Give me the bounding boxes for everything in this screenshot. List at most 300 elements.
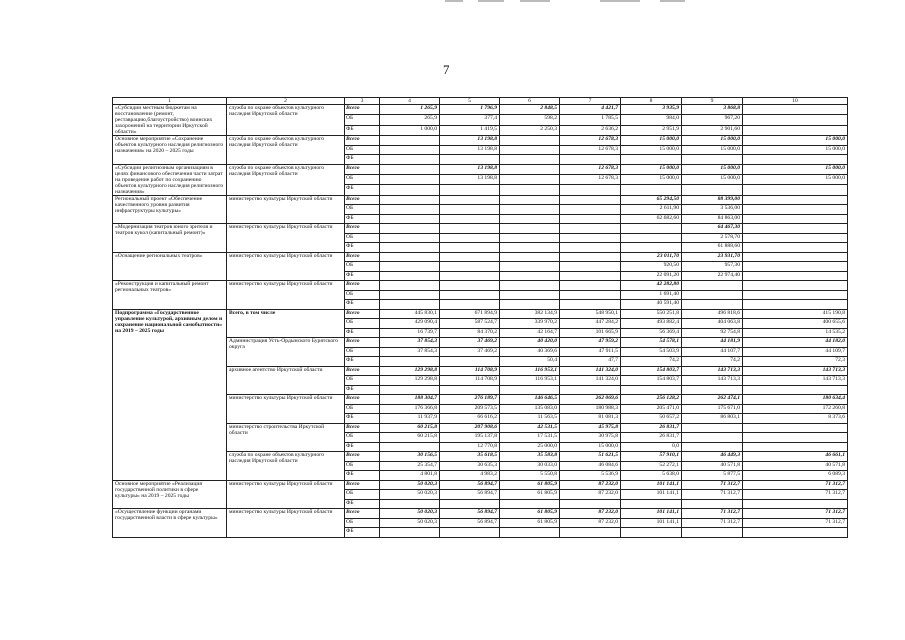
amount-cell: 71 312,7 (743, 490, 848, 500)
amount-cell: 207 908,6 (440, 423, 500, 433)
funding-source: Всего (345, 395, 380, 405)
amount-cell: 188 304,7 (380, 395, 440, 405)
amount-cell (380, 185, 440, 195)
amount-cell: 15 000,0 (743, 136, 848, 146)
executor-name: министерство культуры Иркутской области (227, 509, 345, 538)
amount-cell (500, 195, 560, 205)
executor-name: служба по охране объектов культурного наследия Иркутской области (227, 105, 345, 136)
amount-cell: 47 911,5 (560, 347, 621, 357)
amount-cell: 50,4 (500, 357, 560, 367)
amount-cell: 57 910,1 (621, 452, 682, 462)
amount-cell: 65 294,50 (621, 195, 682, 205)
amount-cell: 40 571,8 (682, 461, 743, 471)
executor-name: министерство культуры Иркутской области (227, 224, 345, 253)
table-row (113, 480, 848, 490)
amount-cell (682, 499, 743, 509)
amount-cell: 87 232,0 (560, 509, 621, 519)
funding-source: ФБ (345, 471, 380, 481)
amount-cell: 71 312,7 (682, 509, 743, 519)
amount-cell (560, 224, 621, 234)
amount-cell: 195 137,8 (440, 433, 500, 443)
amount-cell: 15 000,0 (621, 145, 682, 155)
amount-cell: 180 634,4 (743, 395, 848, 405)
amount-cell (440, 528, 500, 538)
amount-cell: 598,2 (500, 115, 560, 125)
amount-cell (380, 175, 440, 185)
amount-cell (560, 499, 621, 509)
amount-cell (743, 281, 848, 291)
amount-cell (560, 243, 621, 253)
amount-cell (500, 224, 560, 234)
amount-cell: 35 618,5 (440, 452, 500, 462)
amount-cell: 4 421,7 (560, 105, 621, 115)
column-header: 1 (113, 98, 227, 105)
funding-source: Всего (345, 136, 380, 146)
amount-cell: 377,4 (440, 115, 500, 125)
amount-cell: 46 449,3 (682, 452, 743, 462)
amount-cell: 74,2 (682, 357, 743, 367)
amount-cell: 47,7 (560, 357, 621, 367)
amount-cell: 114 708,9 (440, 376, 500, 386)
amount-cell (380, 164, 440, 174)
amount-cell (380, 357, 440, 367)
amount-cell (380, 252, 440, 262)
amount-cell (440, 214, 500, 224)
amount-cell: 15 000,0 (621, 164, 682, 174)
amount-cell (621, 224, 682, 234)
amount-cell: 71 312,7 (743, 480, 848, 490)
amount-cell: 15 000,0 (621, 175, 682, 185)
amount-cell: 4 983,2 (440, 471, 500, 481)
amount-cell: 114 708,9 (440, 366, 500, 376)
amount-cell: 15 000,0 (682, 145, 743, 155)
amount-cell: 26 831,7 (621, 433, 682, 443)
amount-cell (682, 155, 743, 165)
amount-cell (743, 252, 848, 262)
amount-cell (500, 205, 560, 215)
amount-cell (621, 243, 682, 253)
amount-cell: 3 935,9 (621, 105, 682, 115)
amount-cell (380, 262, 440, 272)
amount-cell: 61 805,9 (500, 480, 560, 490)
amount-cell: 60 215,8 (380, 423, 440, 433)
amount-cell: 47 959,2 (560, 338, 621, 348)
amount-cell (743, 300, 848, 310)
amount-cell: 265,9 (380, 115, 440, 125)
amount-cell (682, 385, 743, 395)
budget-table (112, 97, 848, 538)
amount-cell: 54 503,9 (621, 347, 682, 357)
amount-cell: 4 801,8 (380, 471, 440, 481)
amount-cell (560, 155, 621, 165)
scan-artifact (445, 0, 463, 2)
amount-cell: 15 000,0 (682, 164, 743, 174)
amount-cell (440, 224, 500, 234)
amount-cell: 101 141,1 (621, 480, 682, 490)
amount-cell: 13 198,8 (440, 175, 500, 185)
amount-cell: 3 868,8 (682, 105, 743, 115)
amount-cell (682, 290, 743, 300)
table-row (113, 224, 848, 234)
amount-cell (440, 281, 500, 291)
amount-cell (500, 528, 560, 538)
amount-cell: 135 083,0 (500, 404, 560, 414)
funding-source: ОБ (345, 175, 380, 185)
amount-cell: 15 000,0 (743, 175, 848, 185)
funding-source: Всего (345, 195, 380, 205)
funding-source: Всего (345, 480, 380, 490)
amount-cell: 12 770,8 (440, 442, 500, 452)
amount-cell: 493 882,4 (621, 319, 682, 329)
amount-cell: 447 284,2 (560, 319, 621, 329)
amount-cell: 2 578,70 (682, 233, 743, 243)
funding-source: ОБ (345, 290, 380, 300)
amount-cell: 42 164,7 (500, 328, 560, 338)
amount-cell: 44 181,9 (682, 338, 743, 348)
amount-cell: 2 636,2 (560, 125, 621, 135)
amount-cell: 2 848,5 (500, 105, 560, 115)
amount-cell: 23 931,70 (682, 252, 743, 262)
funding-source: ОБ (345, 233, 380, 243)
amount-cell (380, 290, 440, 300)
amount-cell (380, 214, 440, 224)
measure-name: «Оснащение региональных театров» (113, 252, 227, 281)
amount-cell: 61 888,60 (682, 243, 743, 253)
amount-cell (560, 300, 621, 310)
amount-cell: 51 621,5 (560, 452, 621, 462)
amount-cell: 0,0 (621, 442, 682, 452)
amount-cell (380, 499, 440, 509)
amount-cell: 920,50 (621, 262, 682, 272)
funding-source: Всего (345, 309, 380, 319)
table-row (113, 136, 848, 146)
amount-cell (500, 499, 560, 509)
amount-cell: 15 000,0 (682, 136, 743, 146)
executor-name: министерство культуры Иркутской области (227, 252, 345, 281)
amount-cell (743, 385, 848, 395)
amount-cell (440, 271, 500, 281)
amount-cell: 967,20 (682, 115, 743, 125)
amount-cell: 40 420,0 (500, 338, 560, 348)
amount-cell (743, 185, 848, 195)
funding-source: Всего (345, 423, 380, 433)
column-header: 6 (500, 98, 560, 105)
table-row (113, 309, 848, 319)
amount-cell (682, 423, 743, 433)
amount-cell: 8 373,6 (743, 414, 848, 424)
funding-source: ФБ (345, 328, 380, 338)
amount-cell: 339 970,2 (500, 319, 560, 329)
amount-cell: 2 951,9 (621, 125, 682, 135)
amount-cell: 1 796,9 (440, 105, 500, 115)
amount-cell (560, 290, 621, 300)
column-header: 5 (440, 98, 500, 105)
amount-cell: 56 894,7 (440, 518, 500, 528)
scan-artifact (520, 0, 550, 2)
amount-cell: 445 830,1 (380, 309, 440, 319)
amount-cell: 400 655,6 (743, 319, 848, 329)
amount-cell: 13 198,8 (440, 145, 500, 155)
amount-cell: 11 937,9 (380, 414, 440, 424)
amount-cell: 56 894,7 (440, 509, 500, 519)
amount-cell (440, 243, 500, 253)
amount-cell: 61 805,9 (500, 490, 560, 500)
funding-source: ФБ (345, 271, 380, 281)
amount-cell: 50 020,3 (380, 490, 440, 500)
amount-cell: 2 611,90 (621, 205, 682, 215)
amount-cell (743, 233, 848, 243)
amount-cell (743, 105, 848, 115)
amount-cell (440, 385, 500, 395)
executor-name: служба по охране объектов культурного наследия Иркутской области (227, 164, 345, 195)
amount-cell (500, 271, 560, 281)
amount-cell: 256 128,2 (621, 395, 682, 405)
amount-cell (440, 195, 500, 205)
amount-cell: 54 578,1 (621, 338, 682, 348)
amount-cell (500, 164, 560, 174)
amount-cell (500, 262, 560, 272)
amount-cell: 37 854,3 (380, 338, 440, 348)
amount-cell (500, 252, 560, 262)
executor-name: Всего, в том числе (227, 309, 345, 338)
amount-cell: 205 471,0 (621, 404, 682, 414)
amount-cell: 22 974,40 (682, 271, 743, 281)
amount-cell: 141 324,0 (560, 376, 621, 386)
amount-cell: 71 312,7 (743, 518, 848, 528)
amount-cell (560, 205, 621, 215)
amount-cell: 15 000,0 (682, 175, 743, 185)
funding-source: ФБ (345, 214, 380, 224)
amount-cell: 84 863,00 (682, 214, 743, 224)
amount-cell (380, 271, 440, 281)
funding-source: ФБ (345, 125, 380, 135)
amount-cell: 86 803,1 (682, 414, 743, 424)
amount-cell (500, 214, 560, 224)
amount-cell (560, 528, 621, 538)
amount-cell (380, 300, 440, 310)
table-row (113, 281, 848, 291)
amount-cell: 40 591,40 (621, 300, 682, 310)
amount-cell: 25 000,0 (500, 442, 560, 452)
funding-source: ФБ (345, 357, 380, 367)
amount-cell: 44 109,7 (743, 347, 848, 357)
amount-cell: 143 713,3 (682, 376, 743, 386)
amount-cell: 42 531,5 (500, 423, 560, 433)
amount-cell (380, 243, 440, 253)
amount-cell: 52 272,1 (621, 461, 682, 471)
amount-cell: 71 312,7 (682, 490, 743, 500)
amount-cell: 44 107,7 (682, 347, 743, 357)
amount-cell: 143 713,3 (743, 366, 848, 376)
amount-cell (743, 528, 848, 538)
amount-cell: 154 803,7 (621, 376, 682, 386)
amount-cell: 56 894,7 (440, 490, 500, 500)
executor-name: архивное агентство Иркутской области (227, 366, 345, 395)
amount-cell: 46 661,1 (743, 452, 848, 462)
measure-name: «Субсидии местным бюджетам на восстановление (ремонт, реставрацию,благоустройство) воинских захоронений на территории Иркутской области» (113, 105, 227, 136)
funding-source: Всего (345, 224, 380, 234)
amount-cell: 12 678,3 (560, 136, 621, 146)
amount-cell (743, 262, 848, 272)
funding-source: ФБ (345, 414, 380, 424)
amount-cell: 1 691,40 (621, 290, 682, 300)
amount-cell (440, 499, 500, 509)
amount-cell: 1 419,5 (440, 125, 500, 135)
funding-source: ОБ (345, 518, 380, 528)
amount-cell (380, 442, 440, 452)
amount-cell: 1 785,5 (560, 115, 621, 125)
amount-cell: 25 354,7 (380, 461, 440, 471)
funding-source: Всего (345, 338, 380, 348)
measure-name: «Реконструкция и капитальный ремонт региональных театров» (113, 281, 227, 310)
amount-cell (682, 281, 743, 291)
executor-name: служба по охране объектов культурного наследия Иркутской области (227, 452, 345, 481)
funding-source: ОБ (345, 461, 380, 471)
amount-cell (560, 262, 621, 272)
amount-cell (560, 195, 621, 205)
funding-source: ОБ (345, 115, 380, 125)
amount-cell: 30 975,8 (560, 433, 621, 443)
scan-artifact (478, 0, 504, 2)
amount-cell: 61 805,9 (500, 509, 560, 519)
amount-cell: 176 366,8 (380, 404, 440, 414)
amount-cell (621, 499, 682, 509)
amount-cell: 12 678,3 (560, 145, 621, 155)
funding-source: Всего (345, 281, 380, 291)
amount-cell: 87 232,0 (560, 490, 621, 500)
amount-cell: 101 141,1 (621, 509, 682, 519)
amount-cell: 22 091,20 (621, 271, 682, 281)
amount-cell: 50 657,2 (621, 414, 682, 424)
amount-cell (440, 155, 500, 165)
amount-cell: 56 894,7 (440, 480, 500, 490)
page-number: 7 (443, 62, 450, 77)
amount-cell: 404 063,8 (682, 319, 743, 329)
amount-cell: 1 000,0 (380, 125, 440, 135)
amount-cell (743, 442, 848, 452)
amount-cell: 44 182,0 (743, 338, 848, 348)
amount-cell: 957,30 (682, 262, 743, 272)
amount-cell: 72,3 (743, 357, 848, 367)
table-row (113, 509, 848, 519)
amount-cell (500, 145, 560, 155)
funding-source: Всего (345, 452, 380, 462)
amount-cell: 101 141,1 (621, 490, 682, 500)
executor-name: министерство культуры Иркутской области (227, 480, 345, 509)
amount-cell: 15 000,0 (560, 442, 621, 452)
executor-name: Администрация Усть-Ордынского Бурятского округа (227, 338, 345, 367)
executor-name: служба по охране объектов культурного наследия Иркутской области (227, 136, 345, 165)
amount-cell (743, 433, 848, 443)
measure-name: «Осуществление функции органами государственной власти в сфере культуры» (113, 509, 227, 538)
amount-cell: 71 312,7 (682, 518, 743, 528)
amount-cell: 15 000,0 (743, 145, 848, 155)
amount-cell (621, 528, 682, 538)
amount-cell: 116 953,1 (500, 376, 560, 386)
amount-cell: 50 020,3 (380, 518, 440, 528)
column-header: 3 (345, 98, 380, 105)
funding-source: ФБ (345, 528, 380, 538)
amount-cell: 74,2 (621, 357, 682, 367)
amount-cell (500, 290, 560, 300)
funding-source: ФБ (345, 442, 380, 452)
amount-cell (743, 115, 848, 125)
amount-cell: 15 000,0 (743, 164, 848, 174)
amount-cell: 61 805,9 (500, 518, 560, 528)
measure-name: «Субсидии религиозным организациям в целях финансового обеспечения части затрат на проведение работ по сохранению объектов культурного наследия религиозного назначения» (113, 164, 227, 195)
amount-cell: 87 232,0 (560, 480, 621, 490)
amount-cell: 180 988,3 (560, 404, 621, 414)
amount-cell: 46 084,6 (560, 461, 621, 471)
amount-cell: 146 646,5 (500, 395, 560, 405)
amount-cell (380, 528, 440, 538)
amount-cell: 172 260,8 (743, 404, 848, 414)
measure-name: Подпрограмма «Государственное управление культурой, архивным делом и сохранение национальной самобытности» на 2019 – 2025 годы (113, 309, 227, 480)
amount-cell (380, 205, 440, 215)
amount-cell: 88 399,00 (682, 195, 743, 205)
amount-cell: 64 467,30 (682, 224, 743, 234)
amount-cell: 87 232,0 (560, 518, 621, 528)
amount-cell: 2 250,3 (500, 125, 560, 135)
amount-cell: 496 818,6 (682, 309, 743, 319)
amount-cell: 40 571,8 (743, 461, 848, 471)
amount-cell: 12 678,3 (560, 164, 621, 174)
amount-cell: 548 950,1 (560, 309, 621, 319)
amount-cell (621, 385, 682, 395)
amount-cell (500, 155, 560, 165)
amount-cell (621, 185, 682, 195)
amount-cell: 3 536,00 (682, 205, 743, 215)
funding-source: ОБ (345, 145, 380, 155)
measure-name: «Модернизация театров юного зрителя и театров кукол (капитальный ремонт)» (113, 224, 227, 253)
amount-cell (743, 423, 848, 433)
amount-cell (440, 185, 500, 195)
amount-cell: 13 198,8 (440, 164, 500, 174)
amount-cell: 45 975,8 (560, 423, 621, 433)
column-header: 9 (682, 98, 743, 105)
amount-cell (380, 136, 440, 146)
funding-source: ФБ (345, 499, 380, 509)
funding-source: ОБ (345, 490, 380, 500)
amount-cell (380, 224, 440, 234)
amount-cell: 116 953,1 (500, 366, 560, 376)
funding-source: ФБ (345, 185, 380, 195)
funding-source: Всего (345, 252, 380, 262)
amount-cell: 382 134,9 (500, 309, 560, 319)
measure-name: Основное мероприятие «Реализация государственной политики в сфере культуры» на 2019 – 2025 годы (113, 480, 227, 509)
amount-cell: 56 369,4 (621, 328, 682, 338)
amount-cell: 14 535,2 (743, 328, 848, 338)
amount-cell: 429 090,4 (380, 319, 440, 329)
amount-cell (440, 357, 500, 367)
amount-cell (743, 290, 848, 300)
amount-cell (500, 175, 560, 185)
amount-cell: 40 369,6 (500, 347, 560, 357)
amount-cell (743, 155, 848, 165)
amount-cell: 550 251,8 (621, 309, 682, 319)
column-header: 7 (560, 98, 621, 105)
funding-source: ОБ (345, 205, 380, 215)
amount-cell: 50 020,3 (380, 480, 440, 490)
amount-cell (500, 281, 560, 291)
funding-source: ОБ (345, 376, 380, 386)
amount-cell (560, 185, 621, 195)
amount-cell: 129 298,8 (380, 376, 440, 386)
table-row (113, 252, 848, 262)
amount-cell (560, 233, 621, 243)
amount-cell (682, 528, 743, 538)
amount-cell: 143 713,3 (743, 376, 848, 386)
